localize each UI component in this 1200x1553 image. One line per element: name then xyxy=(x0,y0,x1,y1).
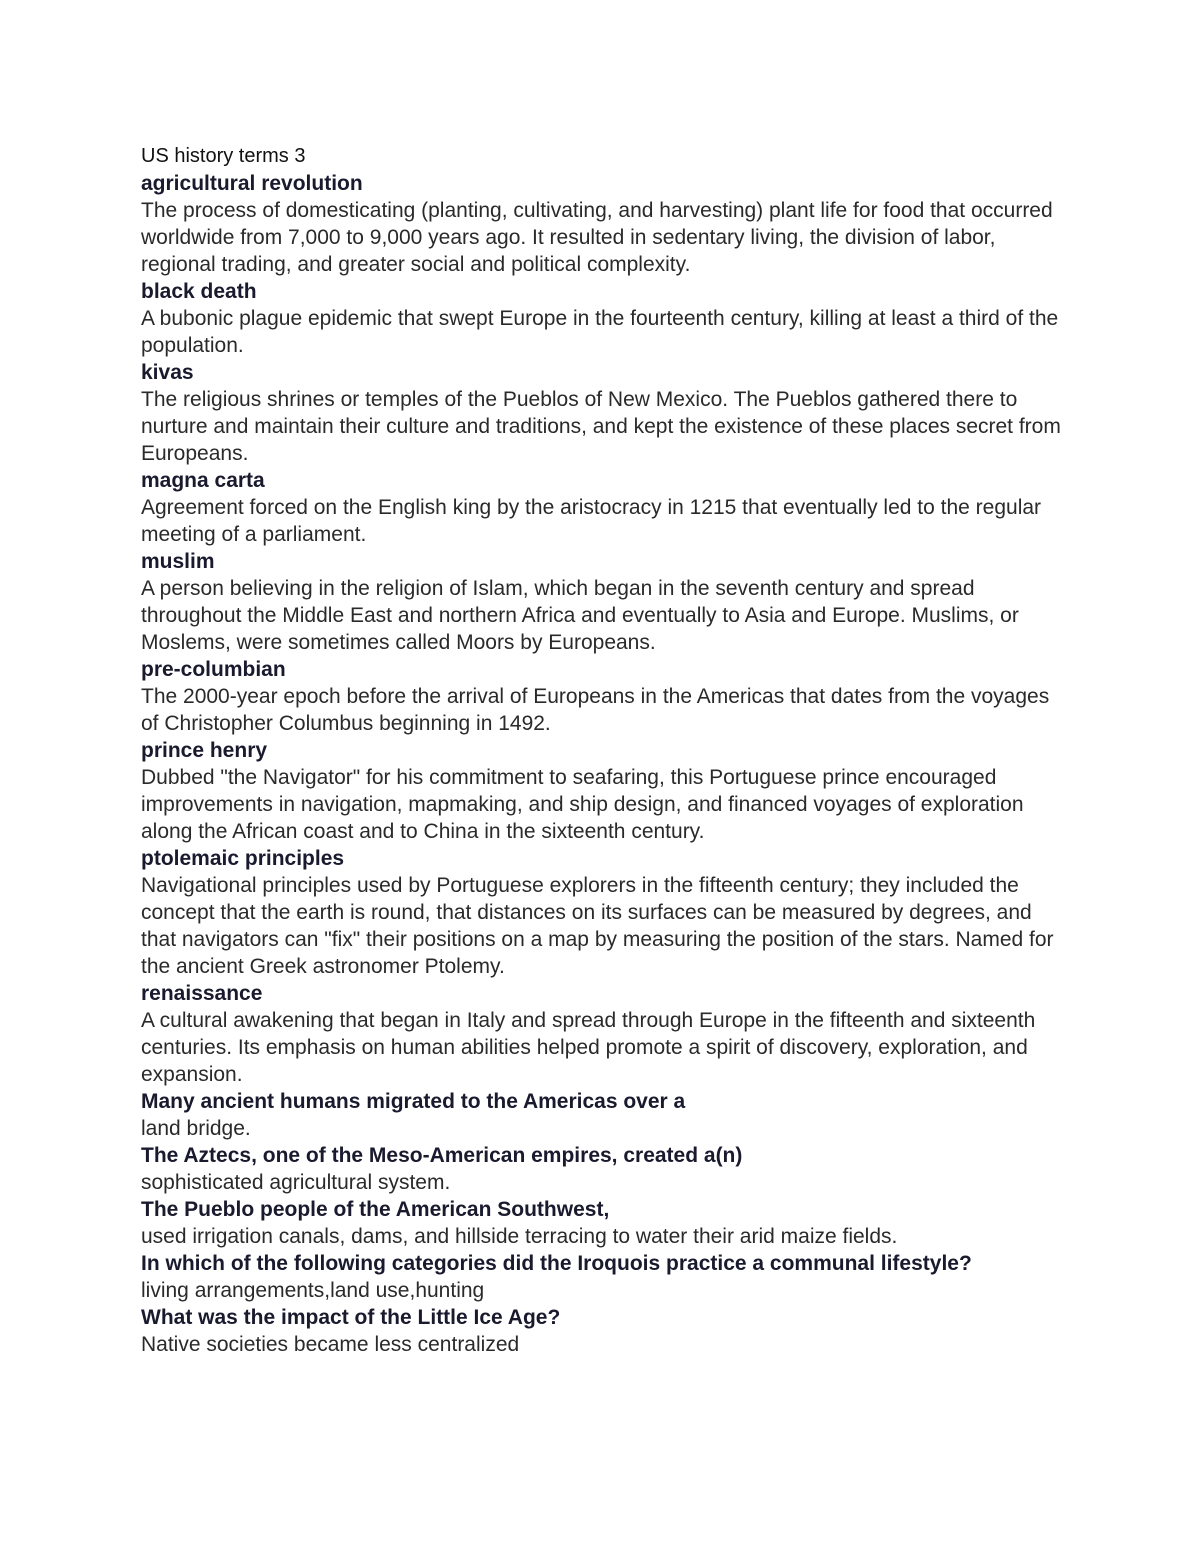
term-entry xyxy=(141,548,1071,656)
question-entry xyxy=(141,1142,1071,1196)
question-entry xyxy=(141,1304,1071,1358)
term-entry xyxy=(141,467,1071,548)
document-page xyxy=(141,143,1071,1358)
term-heading: ptolemaic principles xyxy=(141,847,345,870)
term-heading: pre-columbian xyxy=(141,658,286,681)
term-entry xyxy=(141,656,1071,737)
term-heading: kivas xyxy=(141,361,194,384)
question-entry xyxy=(141,1088,1071,1142)
term-heading: magna carta xyxy=(141,469,265,492)
question-heading: What was the impact of the Little Ice Age? xyxy=(141,1306,561,1329)
question-heading: The Aztecs, one of the Meso-American empires, created a(n) xyxy=(141,1144,743,1167)
term-heading: agricultural revolution xyxy=(141,172,363,195)
term-definition: Dubbed "the Navigator" for his commitment to seafaring, this Portuguese prince encouraged improvements in navigation, mapmaking, and ship design, and financed voyages of exploration along the African coast and to China in the sixteenth century. xyxy=(141,766,1024,843)
term-entry xyxy=(141,980,1071,1088)
question-heading: The Pueblo people of the American Southwest, xyxy=(141,1198,610,1221)
term-definition: The process of domesticating (planting, cultivating, and harvesting) plant life for food that occurred worldwide from 7,000 to 9,000 years ago. It resulted in sedentary living, the division of labor, regional trading, and greater social and political complexity. xyxy=(141,199,1053,276)
term-definition: Navigational principles used by Portuguese explorers in the fifteenth century; they included the concept that the earth is round, that distances on its surfaces can be measured by degrees, and that navigators can "fix" their positions on a map by measuring the position of the stars. Named for the ancient Greek astronomer Ptolemy. xyxy=(141,874,1054,978)
question-entry xyxy=(141,1250,1071,1304)
question-answer: land bridge. xyxy=(141,1117,251,1140)
term-entry xyxy=(141,737,1071,845)
question-answer: sophisticated agricultural system. xyxy=(141,1171,451,1194)
term-heading: muslim xyxy=(141,550,215,573)
term-entry xyxy=(141,359,1071,467)
term-definition: A person believing in the religion of Islam, which began in the seventh century and spread throughout the Middle East and northern Africa and eventually to Asia and Europe. Muslims, or Moslems, were sometimes called Moors by Europeans. xyxy=(141,577,1019,654)
term-entry xyxy=(141,170,1071,278)
term-definition: A bubonic plague epidemic that swept Europe in the fourteenth century, killing at least a third of the population. xyxy=(141,307,1059,357)
term-heading: black death xyxy=(141,280,257,303)
question-answer: Native societies became less centralized xyxy=(141,1333,520,1356)
term-heading: prince henry xyxy=(141,739,268,762)
document-title: US history terms 3 xyxy=(141,145,306,167)
question-heading: In which of the following categories did the Iroquois practice a communal lifestyle? xyxy=(141,1252,972,1275)
term-heading: renaissance xyxy=(141,982,263,1005)
term-definition: A cultural awakening that began in Italy and spread through Europe in the fifteenth and sixteenth centuries. Its emphasis on human abilities helped promote a spirit of discovery, exploration, and expansion. xyxy=(141,1009,1036,1086)
question-heading: Many ancient humans migrated to the Americas over a xyxy=(141,1090,686,1113)
term-entry xyxy=(141,845,1071,980)
question-answer: used irrigation canals, dams, and hillside terracing to water their arid maize fields. xyxy=(141,1225,898,1248)
term-entry xyxy=(141,278,1071,359)
term-definition: Agreement forced on the English king by the aristocracy in 1215 that eventually led to the regular meeting of a parliament. xyxy=(141,496,1042,546)
term-definition: The 2000-year epoch before the arrival of Europeans in the Americas that dates from the voyages of Christopher Columbus beginning in 1492. xyxy=(141,685,1050,735)
question-answer: living arrangements,land use,hunting xyxy=(141,1279,485,1302)
question-entry xyxy=(141,1196,1071,1250)
term-definition: The religious shrines or temples of the Pueblos of New Mexico. The Pueblos gathered there to nurture and maintain their culture and traditions, and kept the existence of these places secret from Europeans. xyxy=(141,388,1061,465)
